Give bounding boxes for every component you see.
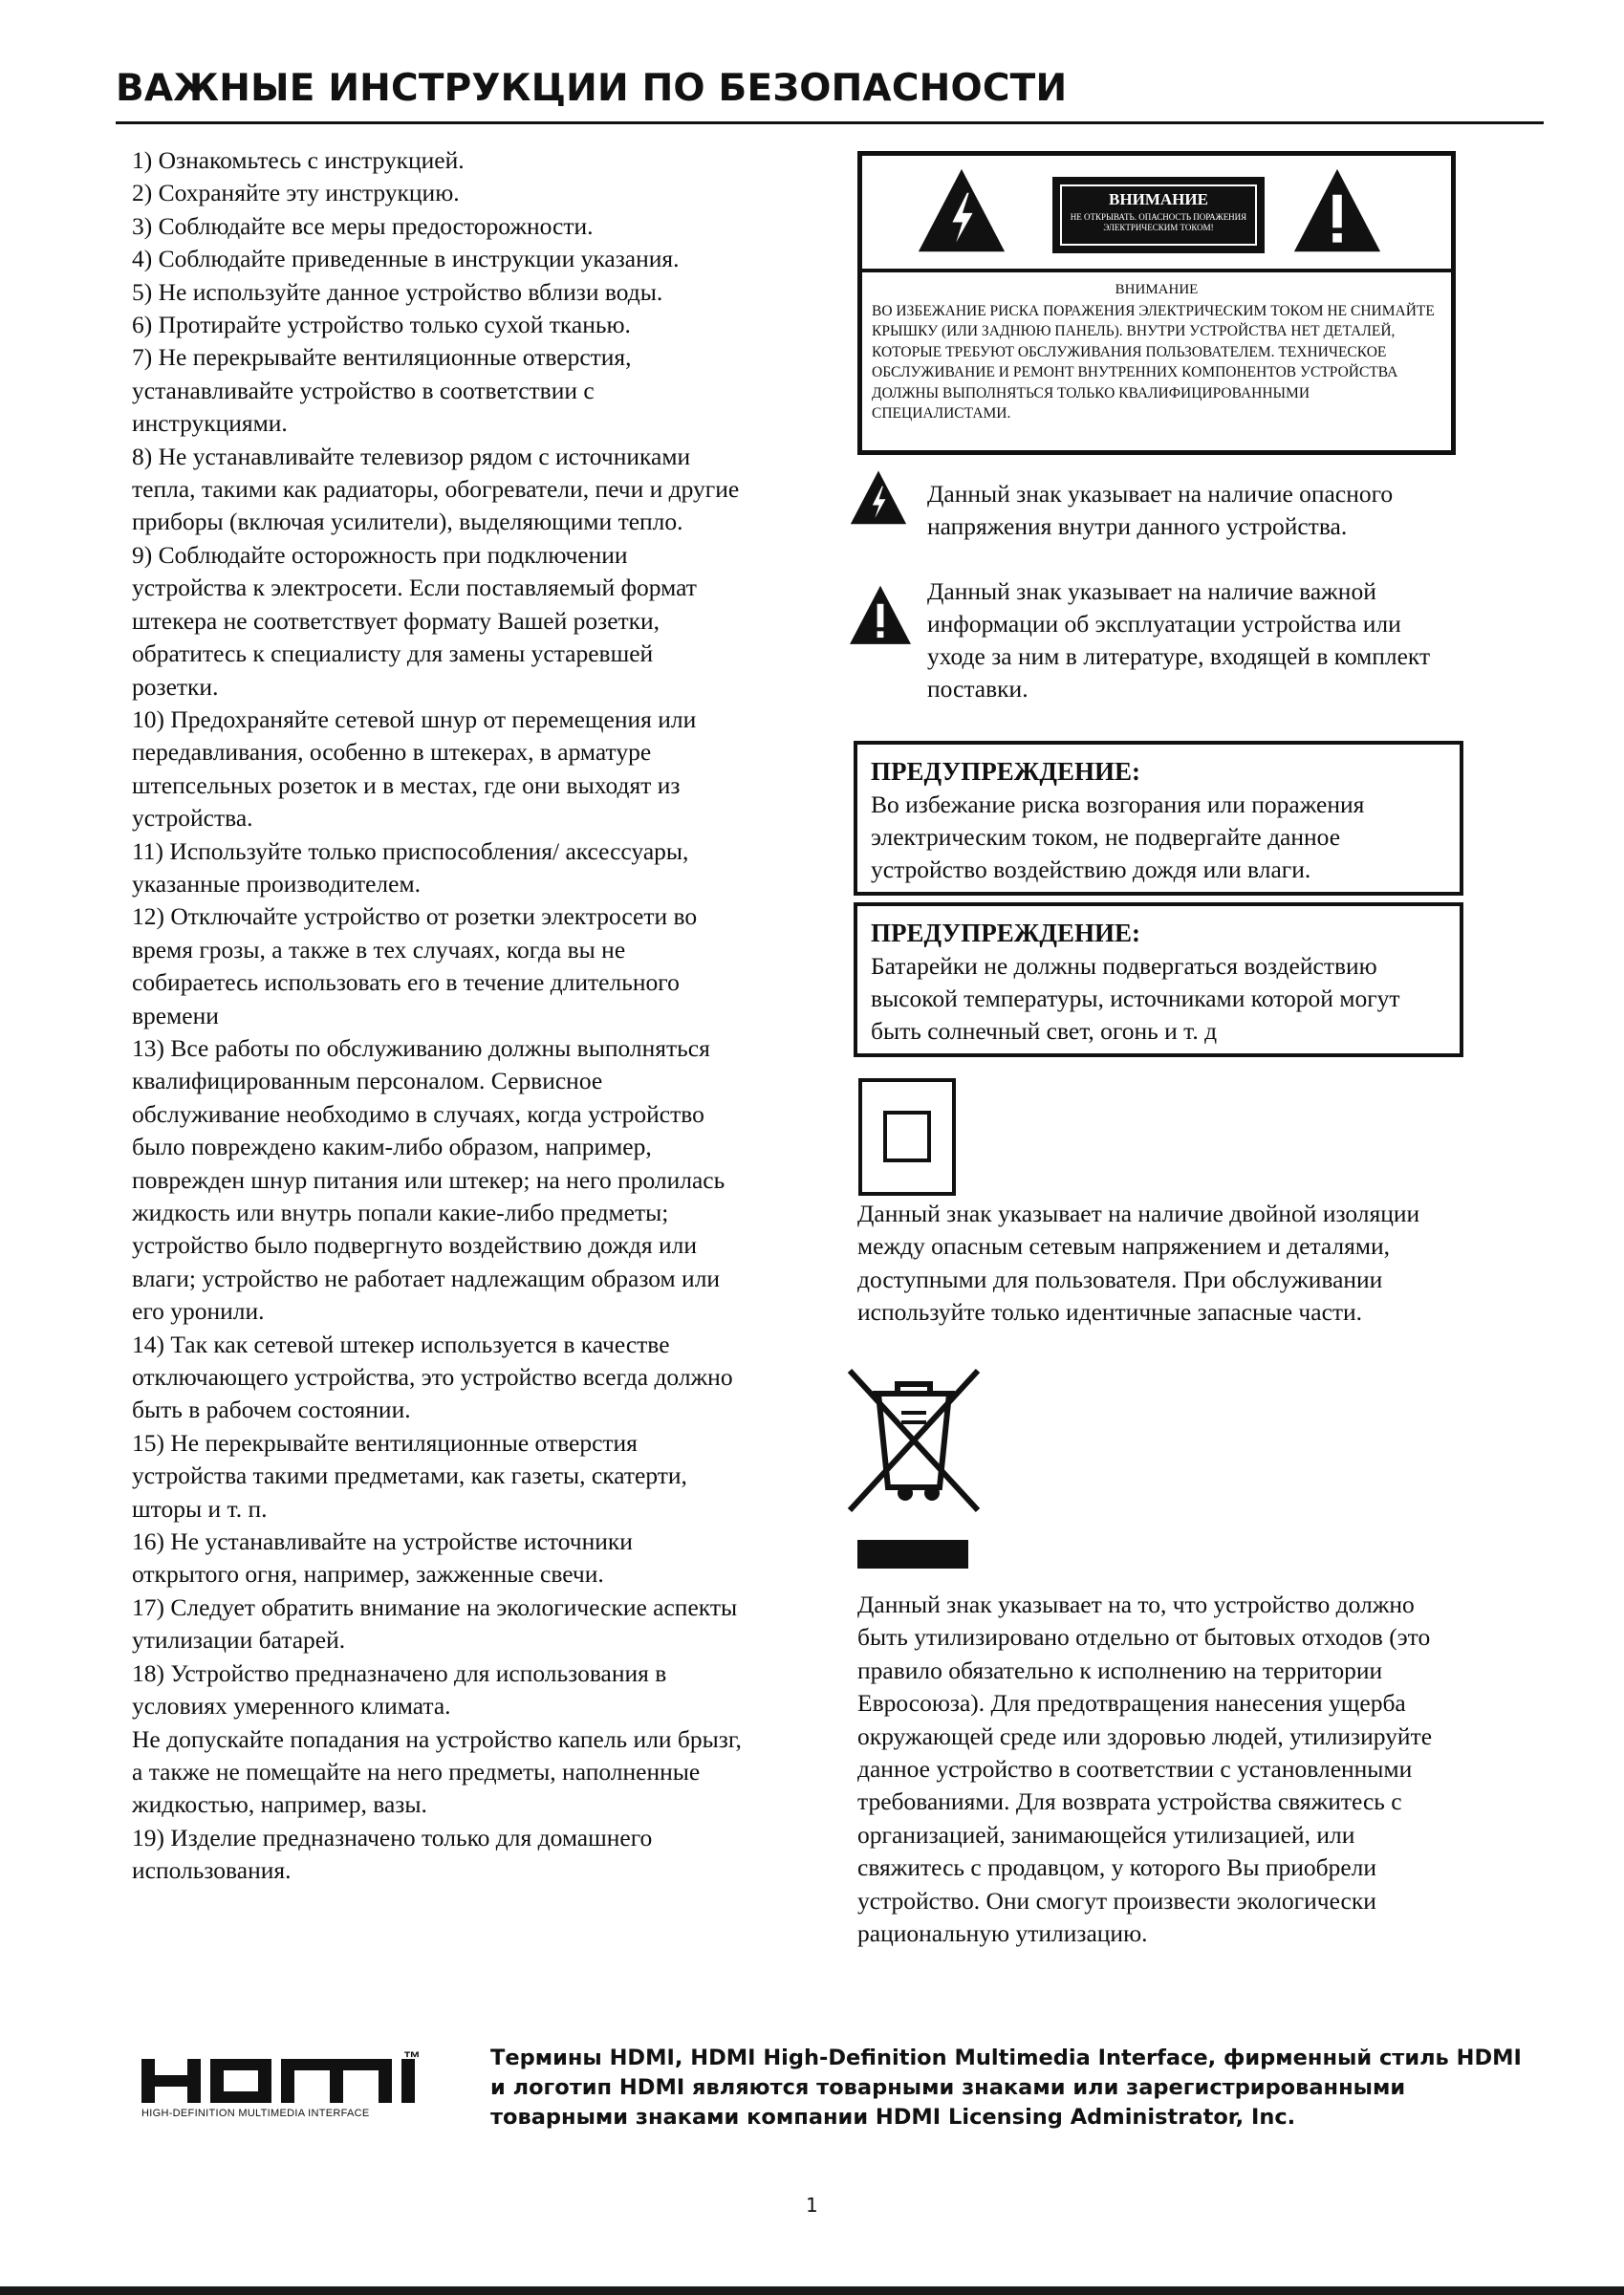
instruction-item: 13) Все работы по обслуживанию должны выполняться квалифицированным персоналом. Сервисное обслуживание необходимо в случаях, когда устройство было повреждено каким-либо образом, например, поврежден шнур питания или штекер; на него пролилась жидкость или внутрь попали какие-либо предметы; устройство было подвергнуто воздействию дождя или влаги; устройство не работает надлежащим образом или его уронили. — [132, 1033, 725, 1326]
warning-text: Во избежание риска возгорания или поражения электрическим током, не подвергайте данное устройство воздействию дождя или влаги. — [871, 790, 1365, 883]
trademark-symbol: ™ — [403, 2048, 421, 2068]
caution-label — [1052, 177, 1265, 253]
caution-box — [857, 151, 1456, 455]
instruction-item: Не допускайте попадания на устройство капель или брызг, а также не помещайте на него предметы, наполненные жидкостью, например, вазы. — [132, 1724, 742, 1819]
instruction-item: 12) Отключайте устройство от розетки электросети во время грозы, а также в тех случаях, когда вы не собираетесь использовать его в течение длительного времени — [132, 902, 698, 1029]
caution-label-head: ВНИМАНИЕ — [1109, 190, 1208, 208]
weee-bar — [857, 1540, 968, 1569]
instruction-item: 5) Не используйте данное устройство вблизи воды. — [132, 277, 663, 306]
warning-heading: ПРЕДУПРЕЖДЕНИЕ: — [871, 757, 1141, 786]
instruction-item: 11) Используйте только приспособления/ аксессуары, указанные производителем. — [132, 836, 689, 898]
instruction-item: 15) Не перекрывайте вентиляционные отверстия устройства такими предметами, как газеты, скатерти, шторы и т. п. — [132, 1428, 687, 1523]
instruction-item: 14) Так как сетевой штекер используется в качестве отключающего устройства, это устройство всегда должно быть в рабочем состоянии. — [132, 1330, 733, 1424]
instruction-item: 1) Ознакомьтесь с инструкцией. — [132, 146, 465, 174]
warning-box-batteries — [854, 902, 1463, 1057]
instruction-item: 18) Устройство предназначено для использования в условиях умеренного климата. — [132, 1658, 667, 1721]
weee-bin-icon — [844, 1365, 984, 1516]
instruction-item: 3) Соблюдайте все меры предосторожности. — [132, 211, 594, 240]
lightning-warning-icon — [848, 468, 909, 528]
info-symbol-row — [848, 572, 1460, 715]
instructions-list — [132, 144, 744, 1888]
double-insulation-text: Данный знак указывает на наличие двойной изоляции между опасным сетевым напряжением и деталями, доступными для пользователя. При обслуживании используйте только идентичные запасные части. — [857, 1200, 1420, 1327]
instruction-item: 6) Протирайте устройство только сухой тканью. — [132, 311, 631, 339]
instruction-item: 10) Предохраняйте сетевой шнур от перемещения или передавливания, особенно в штекерах, в арматуре штепсельных розеток и в местах, где они выходят из устройства. — [132, 704, 697, 833]
instruction-item: 9) Соблюдайте осторожность при подключении устройства к электросети. Если поставляемый формат штекера не соответствует формату Вашей розетки, обратитесь к специалисту для замены устаревшей розетки. — [132, 540, 697, 701]
exclamation-warning-icon — [1291, 165, 1383, 257]
hdmi-logo-subtitle: HIGH-DEFINITION MULTIMEDIA INTERFACE — [141, 2108, 370, 2119]
weee-text: Данный знак указывает на то, что устройство должно быть утилизировано отдельно от бытовых отходов (это правило обязательно к исполнению на территории Евросоюза). Для предотвращения нанесения ущерба окружающей среде или здоровью людей, утилизируйте данное устройство в соответствии с установленными требованиями. Для возврата устройства свяжитесь с организацией, занимающейся утилизацией, или свяжитесь с продавцом, у которого Вы приобрели устройство. Они смогут произвести экологически рациональную утилизацию. — [857, 1591, 1433, 1948]
caution-label-sub: НЕ ОТКРЫВАТЬ. ОПАСНОСТЬ ПОРАЖЕНИЯ ЭЛЕКТРИЧЕСКИМ ТОКОМ! — [1070, 212, 1247, 232]
lightning-warning-icon — [916, 165, 1007, 257]
warning-heading: ПРЕДУПРЕЖДЕНИЕ: — [871, 919, 1141, 947]
caution-box-body — [872, 280, 1441, 424]
instruction-item: 17) Следует обратить внимание на экологические аспекты утилизации батарей. — [132, 1592, 738, 1655]
exclamation-warning-icon — [848, 581, 913, 650]
bottom-border — [0, 2286, 1624, 2295]
warning-text: Батарейки не должны подвергаться воздействию высокой температуры, источниками которой могут быть солнечный свет, огонь и т. д — [871, 952, 1400, 1045]
voltage-symbol-row — [848, 468, 1460, 545]
voltage-symbol-text: Данный знак указывает на наличие опасного напряжения внутри данного устройства. — [927, 480, 1394, 540]
instruction-item: 16) Не устанавливайте на устройстве источники открытого огня, например, зажженные свечи. — [132, 1527, 633, 1589]
instruction-item: 19) Изделие предназначено только для домашнего использования. — [132, 1823, 653, 1885]
instruction-item: 8) Не устанавливайте телевизор рядом с источниками тепла, такими как радиаторы, обогреватели, печи и другие приборы (включая усилители), выделяющими тепло. — [132, 442, 740, 536]
instruction-item: 2) Сохраняйте эту инструкцию. — [132, 179, 460, 207]
double-insulation-icon — [858, 1078, 956, 1196]
hdmi-trademark-notice: Термины HDMI, HDMI High-Definition Multimedia Interface, фирменный стиль HDMI и логотип HDMI являются товарными знаками или зарегистрированными товарными знаками компании HDMI Licensing Administrator, Inc. — [490, 2046, 1522, 2130]
instruction-item: 7) Не перекрывайте вентиляционные отверстия, устанавливайте устройство в соответствии с инструкциями. — [132, 343, 632, 438]
warning-box-moisture — [854, 741, 1463, 896]
title-rule — [116, 121, 1544, 124]
page-number: 1 — [806, 2194, 818, 2217]
info-symbol-text: Данный знак указывает на наличие важной информации об эксплуатации устройства или уходе за ним в литературе, входящей в комплект поставки. — [927, 577, 1431, 703]
instruction-item: 4) Соблюдайте приведенные в инструкции указания. — [132, 245, 680, 273]
caution-heading: ВНИМАНИЕ — [1115, 282, 1199, 297]
caution-text: ВО ИЗБЕЖАНИЕ РИСКА ПОРАЖЕНИЯ ЭЛЕКТРИЧЕСКИМ ТОКОМ НЕ СНИМАЙТЕ КРЫШКУ (ИЛИ ЗАДНЮЮ ПАНЕЛЬ). ВНУТРИ УСТРОЙСТВА НЕТ ДЕТАЛЕЙ, КОТОРЫЕ ТРЕБУЮТ ОБСЛУЖИВАНИЯ ПОЛЬЗОВАТЕЛЕМ. ТЕХНИЧЕСКОЕ ОБСЛУЖИВАНИЕ И РЕМОНТ ВНУТРЕННИХ КОМПОНЕНТОВ УСТРОЙСТВА ДОЛЖНЫ ВЫПОЛНЯТЬСЯ ТОЛЬКО КВАЛИФИЦИРОВАННЫМИ СПЕЦИАЛИСТАМИ. — [872, 302, 1435, 422]
page-title: ВАЖНЫЕ ИНСТРУКЦИИ ПО БЕЗОПАСНОСТИ — [116, 67, 1068, 110]
caution-box-header — [862, 156, 1451, 272]
